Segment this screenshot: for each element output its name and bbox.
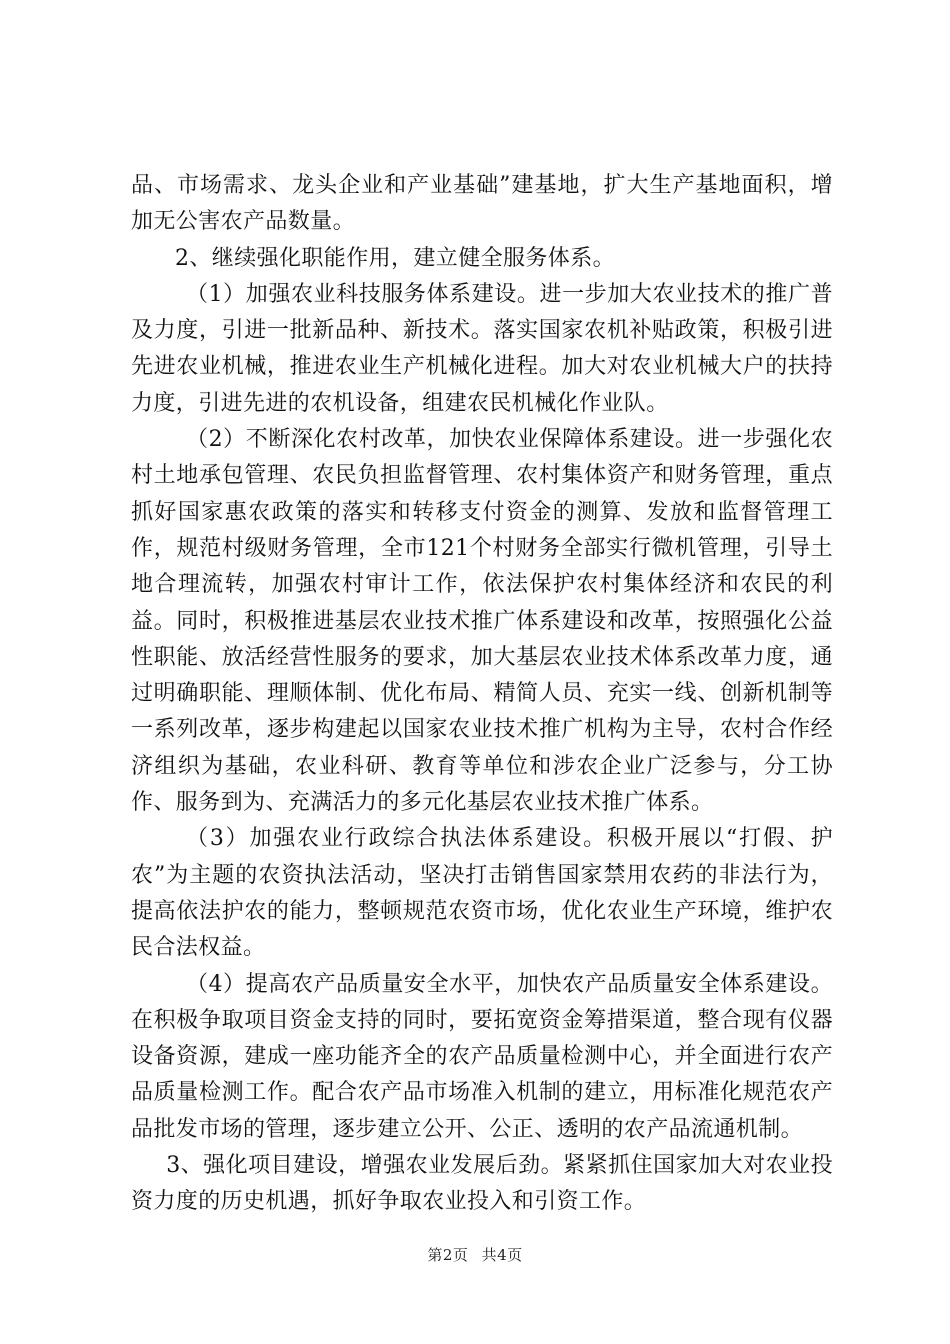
paragraph-item-3: （3）加强农业行政综合执法体系建设。积极开展以“打假、护农”为主题的农资执法活动，坚决打击销售国家禁用农药的非法行为，提高依法护农的能力，整顿规范农资市场，优化农业生产环境，维护农民合法权益。 xyxy=(131,826,833,961)
paragraph-item-1: （1）加强农业科技服务体系建设。进一步加大农业技术的推广普及力度，引进一批新品种、新技术。落实国家农机补贴政策，积极引进先进农业机械，推进农业生产机械化进程。加大对农业机械大户的扶持力度，引进先进的农机设备，组建农民机械化作业队。 xyxy=(131,281,833,416)
page-footer xyxy=(0,1244,950,1265)
page-number: 第2页 xyxy=(427,1246,469,1264)
paragraph-section-3: 3、强化项目建设，增强农业发展后劲。紧紧抓住国家加大对农业投资力度的历史机遇，抓好争取农业投入和引资工作。 xyxy=(131,1153,833,1215)
paragraph-continuation: 品、市场需求、龙头企业和产业基础”建基地，扩大生产基地面积，增加无公害农产品数量。 xyxy=(131,173,833,235)
paragraph-item-2: （2）不断深化农村改革，加快农业保障体系建设。进一步强化农村土地承包管理、农民负担监督管理、农村集体资产和财务管理，重点抓好国家惠农政策的落实和转移支付资金的测算、发放和监督管理工作，规范村级财务管理，全市121个村财务全部实行微机管理，引导土地合理流转，加强农村审计工作，依法保护农村集体经济和农民的利益。同时，积极推进基层农业技术推广体系建设和改革，按照强化公益性职能、放活经营性服务的要求，加大基层农业技术体系改革力度，通过明确职能、理顺体制、优化布局、精简人员、充实一线、创新机制等一系列改革，逐步构建起以国家农业技术推广机构为主导，农村合作经济组织为基础，农业科研、教育等单位和涉农企业广泛参与，分工协作、服务到为、充满活力的多元化基层农业技术推广体系。 xyxy=(131,427,833,816)
paragraph-item-4: （4）提高农产品质量安全水平，加快农产品质量安全体系建设。在积极争取项目资金支持的同时，要拓宽资金筹措渠道，整合现有仪器设备资源，建成一座功能齐全的农产品质量检测中心，并全面进行农产品质量检测工作。配合农产品市场准入机制的建立，用标准化规范农产品批发市场的管理，逐步建立公开、公正、透明的农产品流通机制。 xyxy=(131,971,833,1142)
paragraph-section-2-heading: 2、继续强化职能作用，建立健全服务体系。 xyxy=(175,245,615,271)
page-total: 共4页 xyxy=(481,1246,523,1264)
document-body xyxy=(131,168,833,1221)
